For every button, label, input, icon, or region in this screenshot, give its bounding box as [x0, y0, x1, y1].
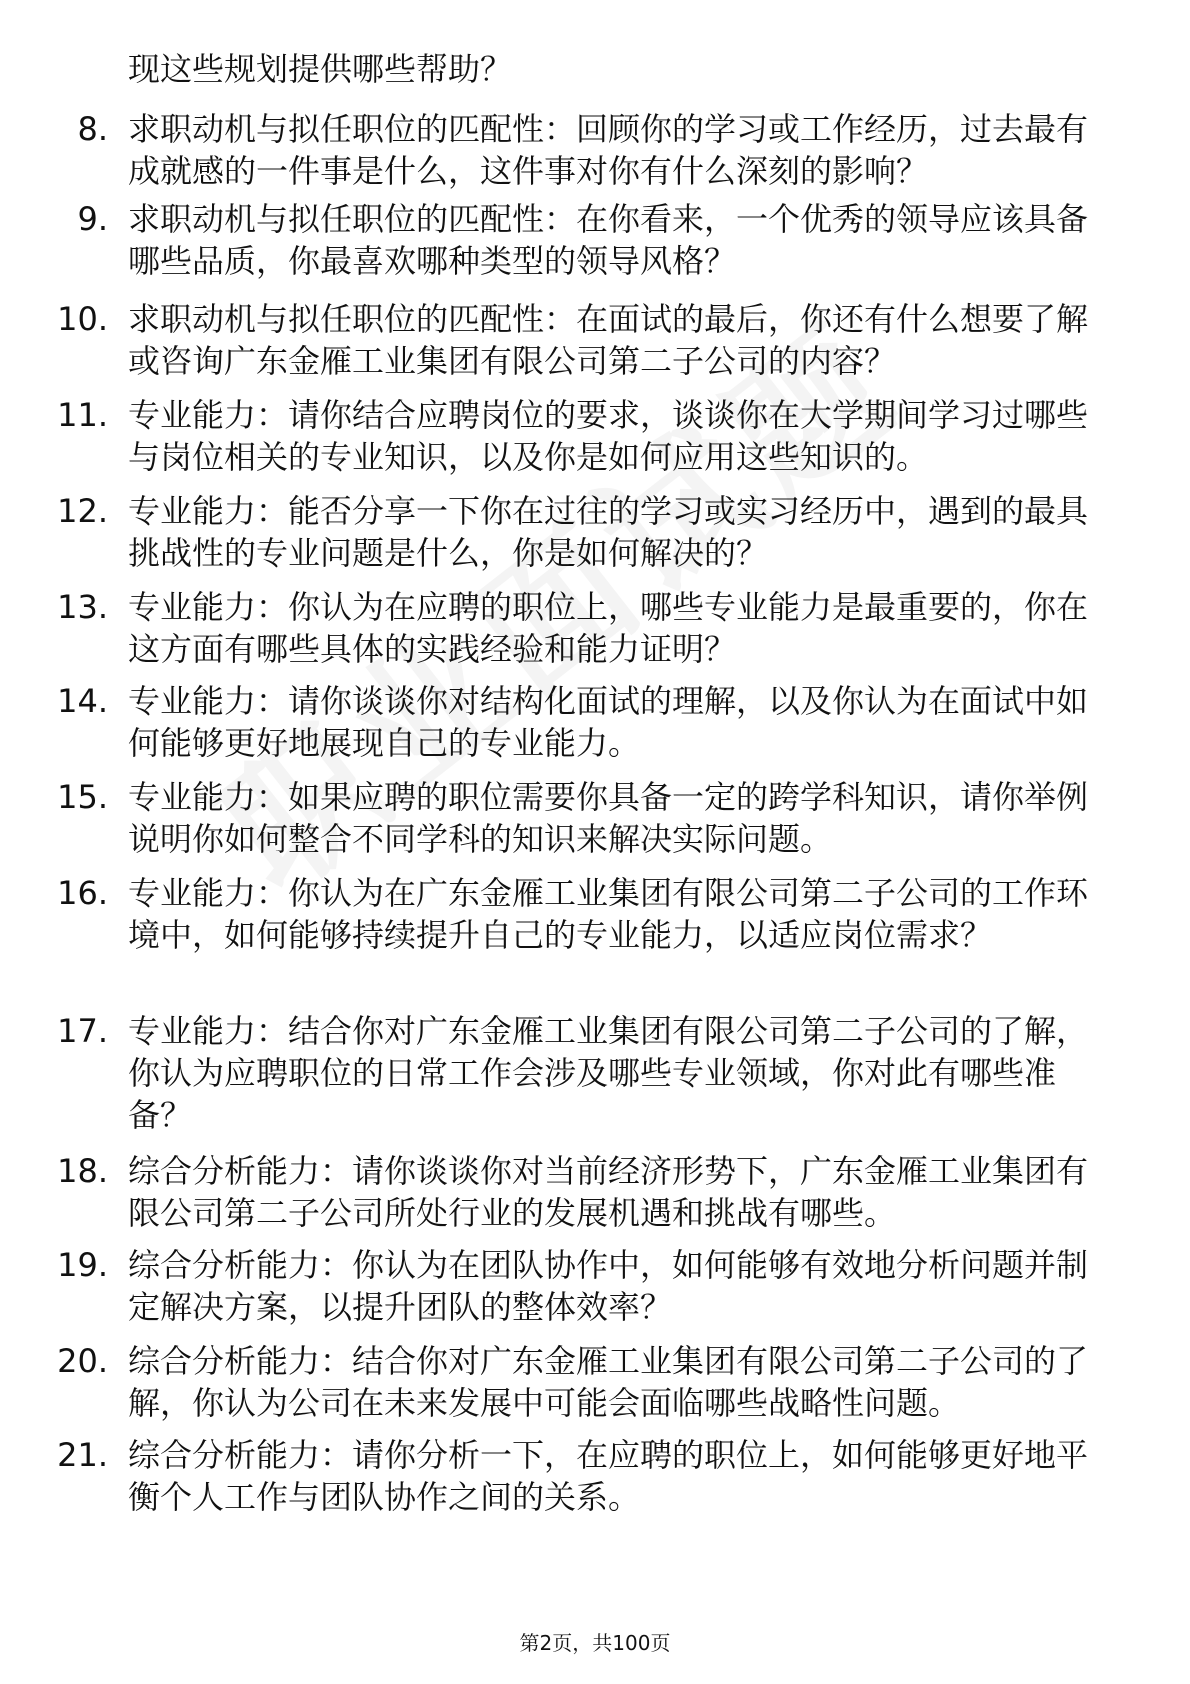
question-number: 9.: [77, 200, 108, 238]
question-text: 求职动机与拟任职位的匹配性：在你看来，一个优秀的领导应该具备哪些品质，你最喜欢哪种类型的领导风格？: [128, 200, 1089, 280]
question-number: 15.: [57, 778, 108, 816]
question-text: 专业能力：你认为在广东金雁工业集团有限公司第二子公司的工作环境中，如何能够持续提升自己的专业能力，以适应岗位需求？: [128, 874, 1089, 954]
page-footer: 第2页，共100页: [519, 1631, 671, 1655]
question-text: 求职动机与拟任职位的匹配性：回顾你的学习或工作经历，过去最有成就感的一件事是什么，这件事对你有什么深刻的影响？: [128, 110, 1089, 190]
question-number: 19.: [57, 1246, 108, 1284]
question-text: 专业能力：能否分享一下你在过往的学习或实习经历中，遇到的最具挑战性的专业问题是什么，你是如何解决的？: [128, 492, 1089, 572]
question-number: 11.: [57, 396, 108, 434]
question-text: 专业能力：结合你对广东金雁工业集团有限公司第二子公司的了解，你认为应聘职位的日常工作会涉及哪些专业领域，你对此有哪些准备？: [128, 1012, 1089, 1134]
question-number: 8.: [77, 110, 108, 148]
question-text: 专业能力：请你谈谈你对结构化面试的理解，以及你认为在面试中如何能够更好地展现自己的专业能力。: [128, 682, 1089, 762]
question-text: 综合分析能力：你认为在团队协作中，如何能够有效地分析问题并制定解决方案，以提升团队的整体效率？: [128, 1246, 1089, 1326]
question-number: 16.: [57, 874, 108, 912]
question-text: 求职动机与拟任职位的匹配性：在面试的最后，你还有什么想要了解或咨询广东金雁工业集团有限公司第二子公司的内容？: [128, 300, 1089, 380]
question-number: 18.: [57, 1152, 108, 1190]
question-number: 17.: [57, 1012, 108, 1050]
question-number: 20.: [57, 1342, 108, 1380]
question-text: 专业能力：如果应聘的职位需要你具备一定的跨学科知识，请你举例说明你如何整合不同学科的知识来解决实际问题。: [128, 778, 1089, 858]
question-text: 综合分析能力：结合你对广东金雁工业集团有限公司第二子公司的了解，你认为公司在未来发展中可能会面临哪些战略性问题。: [128, 1342, 1089, 1422]
question-number: 10.: [57, 300, 108, 338]
question-number: 14.: [57, 682, 108, 720]
question-number: 21.: [57, 1436, 108, 1474]
question-number: 12.: [57, 492, 108, 530]
question-text: 专业能力：请你结合应聘岗位的要求，谈谈你在大学期间学习过哪些与岗位相关的专业知识，以及你是如何应用这些知识的。: [128, 396, 1089, 476]
question-number: 13.: [57, 588, 108, 626]
question-text: 综合分析能力：请你分析一下，在应聘的职位上，如何能够更好地平衡个人工作与团队协作之间的关系。: [128, 1436, 1089, 1516]
question-text: 专业能力：你认为在应聘的职位上，哪些专业能力是最重要的，你在这方面有哪些具体的实践经验和能力证明？: [128, 588, 1089, 668]
continuation-text: 现这些规划提供哪些帮助？: [128, 50, 513, 88]
question-text: 综合分析能力：请你谈谈你对当前经济形势下，广东金雁工业集团有限公司第二子公司所处行业的发展机遇和挑战有哪些。: [128, 1152, 1089, 1232]
